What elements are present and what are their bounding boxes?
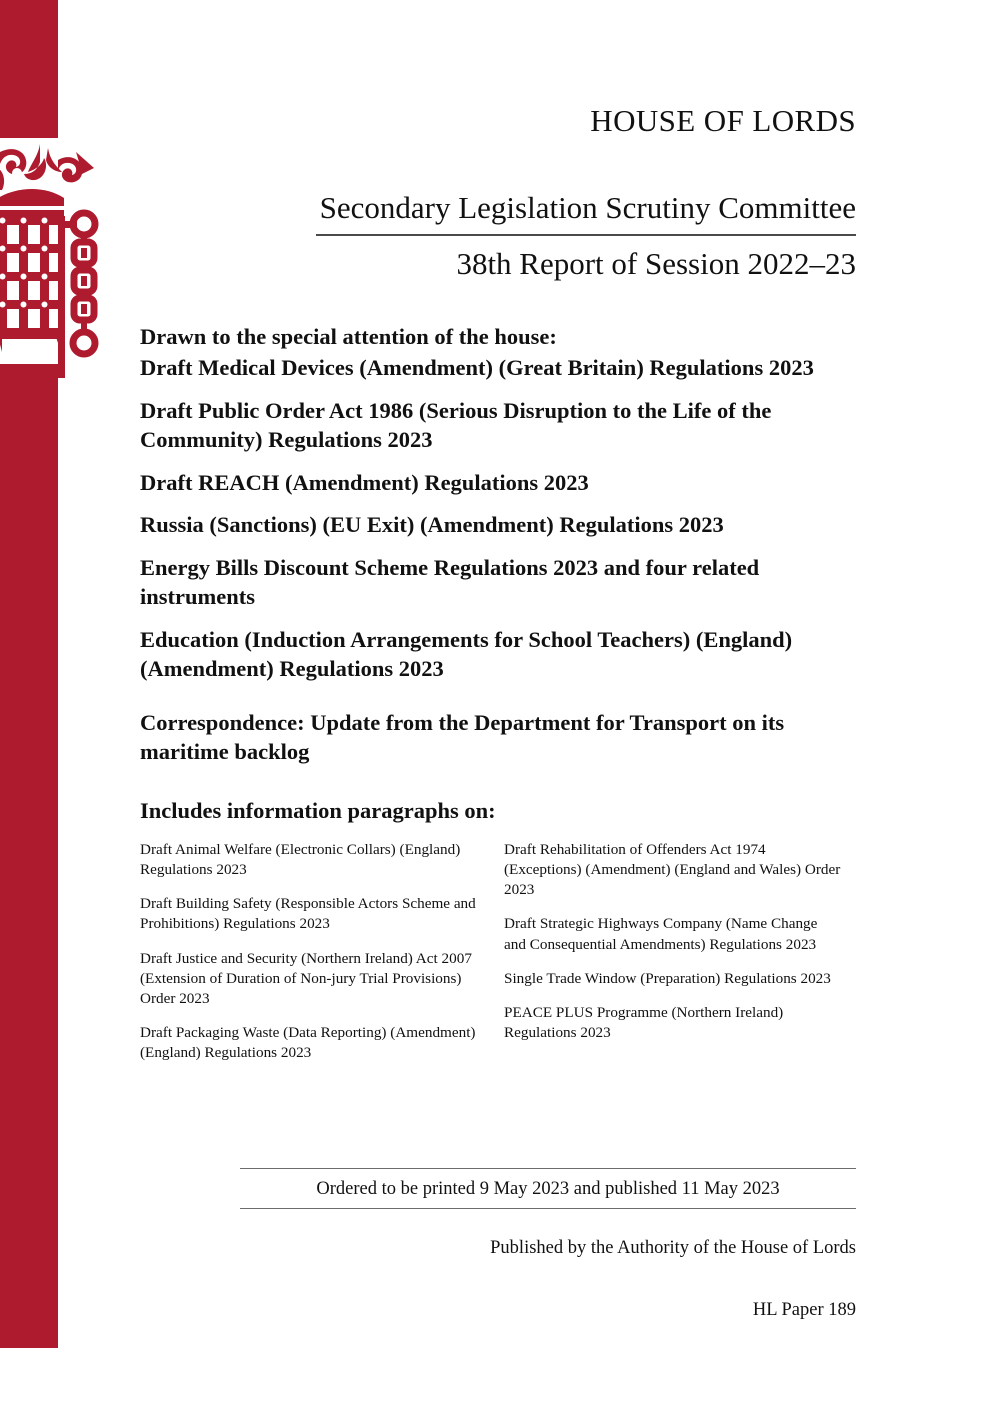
information-paragraph-item: PEACE PLUS Programme (Northern Ireland) Regulations 2023 [504, 1004, 784, 1042]
house-of-lords-title: HOUSE OF LORDS [590, 103, 856, 138]
information-paragraph-item: Draft Animal Welfare (Electronic Collars) (England) Regulations 2023 [140, 840, 461, 878]
information-paragraphs-heading: Includes information paragraphs on: [140, 797, 496, 823]
cover-content [140, 0, 856, 1401]
information-paragraphs-left-column [140, 840, 498, 1078]
session-report-title: 38th Report of Session 2022–23 [456, 245, 856, 281]
portcullis-icon [0, 138, 106, 378]
committee-title: Secondary Legislation Scrutiny Committee [319, 190, 856, 226]
information-paragraph-item: Draft Rehabilitation of Offenders Act 1974 (Exceptions) (Amendment) (England and Wales) Order 2023 [504, 840, 841, 899]
special-attention-item: Draft Medical Devices (Amendment) (Great Britain) Regulations 2023 [140, 355, 814, 381]
special-attention-item: Education (Induction Arrangements for School Teachers) (England) (Amendment) Regulations 2023 [140, 626, 793, 681]
information-paragraph-item: Draft Strategic Highways Company (Name Change and Consequential Amendments) Regulations 2023 [504, 915, 818, 953]
title-divider [316, 234, 856, 236]
correspondence-item: Correspondence: Update from the Department for Transport on its maritime backlog [140, 710, 785, 765]
hl-paper-number: HL Paper 189 [752, 1300, 856, 1321]
ordered-printed-line: Ordered to be printed 9 May 2023 and published 11 May 2023 [316, 1179, 780, 1199]
information-paragraph-item: Draft Building Safety (Responsible Actors Scheme and Prohibitions) Regulations 2023 [140, 895, 476, 933]
special-attention-item: Russia (Sanctions) (EU Exit) (Amendment) Regulations 2023 [140, 512, 724, 538]
information-paragraphs-right-column [498, 840, 856, 1078]
information-paragraph-item: Single Trade Window (Preparation) Regulations 2023 [504, 969, 831, 987]
special-attention-heading: Drawn to the special attention of the house: [140, 324, 557, 350]
information-paragraphs-columns [140, 840, 856, 1078]
cover-footer [240, 1168, 856, 1322]
published-by-line: Published by the Authority of the House of Lords [490, 1238, 856, 1259]
special-attention-item: Energy Bills Discount Scheme Regulations 2023 and four related instruments [140, 555, 760, 609]
footer-divider-bottom [240, 1208, 856, 1209]
special-attention-item: Draft REACH (Amendment) Regulations 2023 [140, 469, 589, 495]
information-paragraph-item: Draft Justice and Security (Northern Ireland) Act 2007 (Extension of Duration of Non-jury Trial Provisions) Order 2023 [140, 949, 472, 1008]
information-paragraph-item: Draft Packaging Waste (Data Reporting) (Amendment) (England) Regulations 2023 [140, 1024, 476, 1062]
special-attention-item: Draft Public Order Act 1986 (Serious Disruption to the Life of the Community) Regulations 2023 [140, 397, 772, 452]
